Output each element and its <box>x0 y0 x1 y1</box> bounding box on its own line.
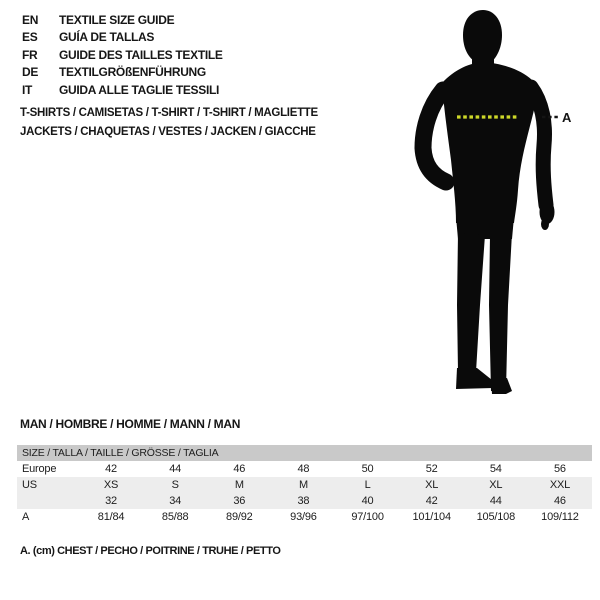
size-cell: 32 <box>79 493 143 509</box>
size-cell: 97/100 <box>351 511 384 523</box>
language-code: EN <box>22 12 39 27</box>
table-row-us <box>17 477 592 493</box>
size-cell: 46 <box>233 463 246 475</box>
language-label: GUIDE DES TAILLES TEXTILE <box>59 47 223 62</box>
table-row-chest-a <box>17 509 592 525</box>
size-cell: 42 <box>105 463 117 475</box>
size-cell: XL <box>400 477 464 493</box>
size-cell: 52 <box>425 463 438 475</box>
size-cell: 56 <box>554 463 566 475</box>
language-label: GUIDA ALLE TAGLIE TESSILI <box>59 82 220 97</box>
size-cell: 81/84 <box>97 511 125 523</box>
size-cell: M <box>271 477 335 493</box>
size-cell: 50 <box>361 463 374 475</box>
language-list <box>22 11 223 99</box>
size-cell: 34 <box>143 493 207 509</box>
row-label: US <box>17 477 79 493</box>
language-label: TEXTILGRÖßENFÜHRUNG <box>59 65 206 80</box>
size-cell: 101/104 <box>412 511 451 523</box>
size-cell: XXL <box>528 477 592 493</box>
size-cell: 44 <box>464 493 528 509</box>
size-cell: 44 <box>169 463 182 475</box>
size-cell: 89/92 <box>226 511 253 523</box>
size-cell: S <box>143 477 207 493</box>
size-cell: 40 <box>336 493 400 509</box>
section-title-man: MAN / HOMBRE / HOMME / MANN / MAN <box>20 417 241 431</box>
size-cell: 42 <box>400 493 464 509</box>
size-cell: 109/112 <box>541 511 579 523</box>
language-code: IT <box>22 82 33 97</box>
category-jackets: JACKETS / CHAQUETAS / VESTES / JACKEN / GIACCHE <box>20 126 316 138</box>
man-silhouette-svg <box>395 5 575 395</box>
size-cell: XL <box>464 477 528 493</box>
row-label <box>17 493 79 509</box>
table-row-unlabeled <box>17 493 592 509</box>
size-table-header: SIZE / TALLA / TAILLE / GRÖSSE / TAGLIA <box>17 445 592 461</box>
measure-label-a: A <box>562 110 572 125</box>
size-cell: 46 <box>528 493 592 509</box>
language-label: GUÍA DE TALLAS <box>59 30 155 45</box>
size-table-header-row <box>17 445 592 461</box>
size-table <box>17 445 592 525</box>
table-row-europe <box>17 461 592 477</box>
measurement-footnote: A. (cm) CHEST / PECHO / POITRINE / TRUHE / PETTO <box>20 545 281 557</box>
language-row <box>22 29 223 47</box>
language-row <box>22 64 223 82</box>
language-row <box>22 81 223 99</box>
language-code: FR <box>22 47 38 62</box>
size-cell: M <box>207 477 271 493</box>
language-row <box>22 11 223 29</box>
size-cell: 38 <box>271 493 335 509</box>
size-cell: 54 <box>489 463 502 475</box>
size-cell: 85/88 <box>161 511 189 523</box>
language-code: ES <box>22 30 38 45</box>
row-label: Europe <box>22 463 57 475</box>
row-label: A <box>22 511 30 523</box>
size-cell: 48 <box>297 463 310 475</box>
category-tshirts: T-SHIRTS / CAMISETAS / T-SHIRT / T-SHIRT / MAGLIETTE <box>20 107 318 119</box>
language-row <box>22 46 223 64</box>
size-cell: 36 <box>207 493 271 509</box>
language-label: TEXTILE SIZE GUIDE <box>59 12 175 27</box>
size-cell: 93/96 <box>290 511 317 523</box>
man-silhouette <box>423 10 555 394</box>
size-cell: 105/108 <box>476 511 515 523</box>
language-code: DE <box>22 65 39 80</box>
size-cell: XS <box>79 477 143 493</box>
size-cell: L <box>336 477 400 493</box>
category-list <box>20 104 318 142</box>
man-silhouette-figure <box>395 5 575 395</box>
